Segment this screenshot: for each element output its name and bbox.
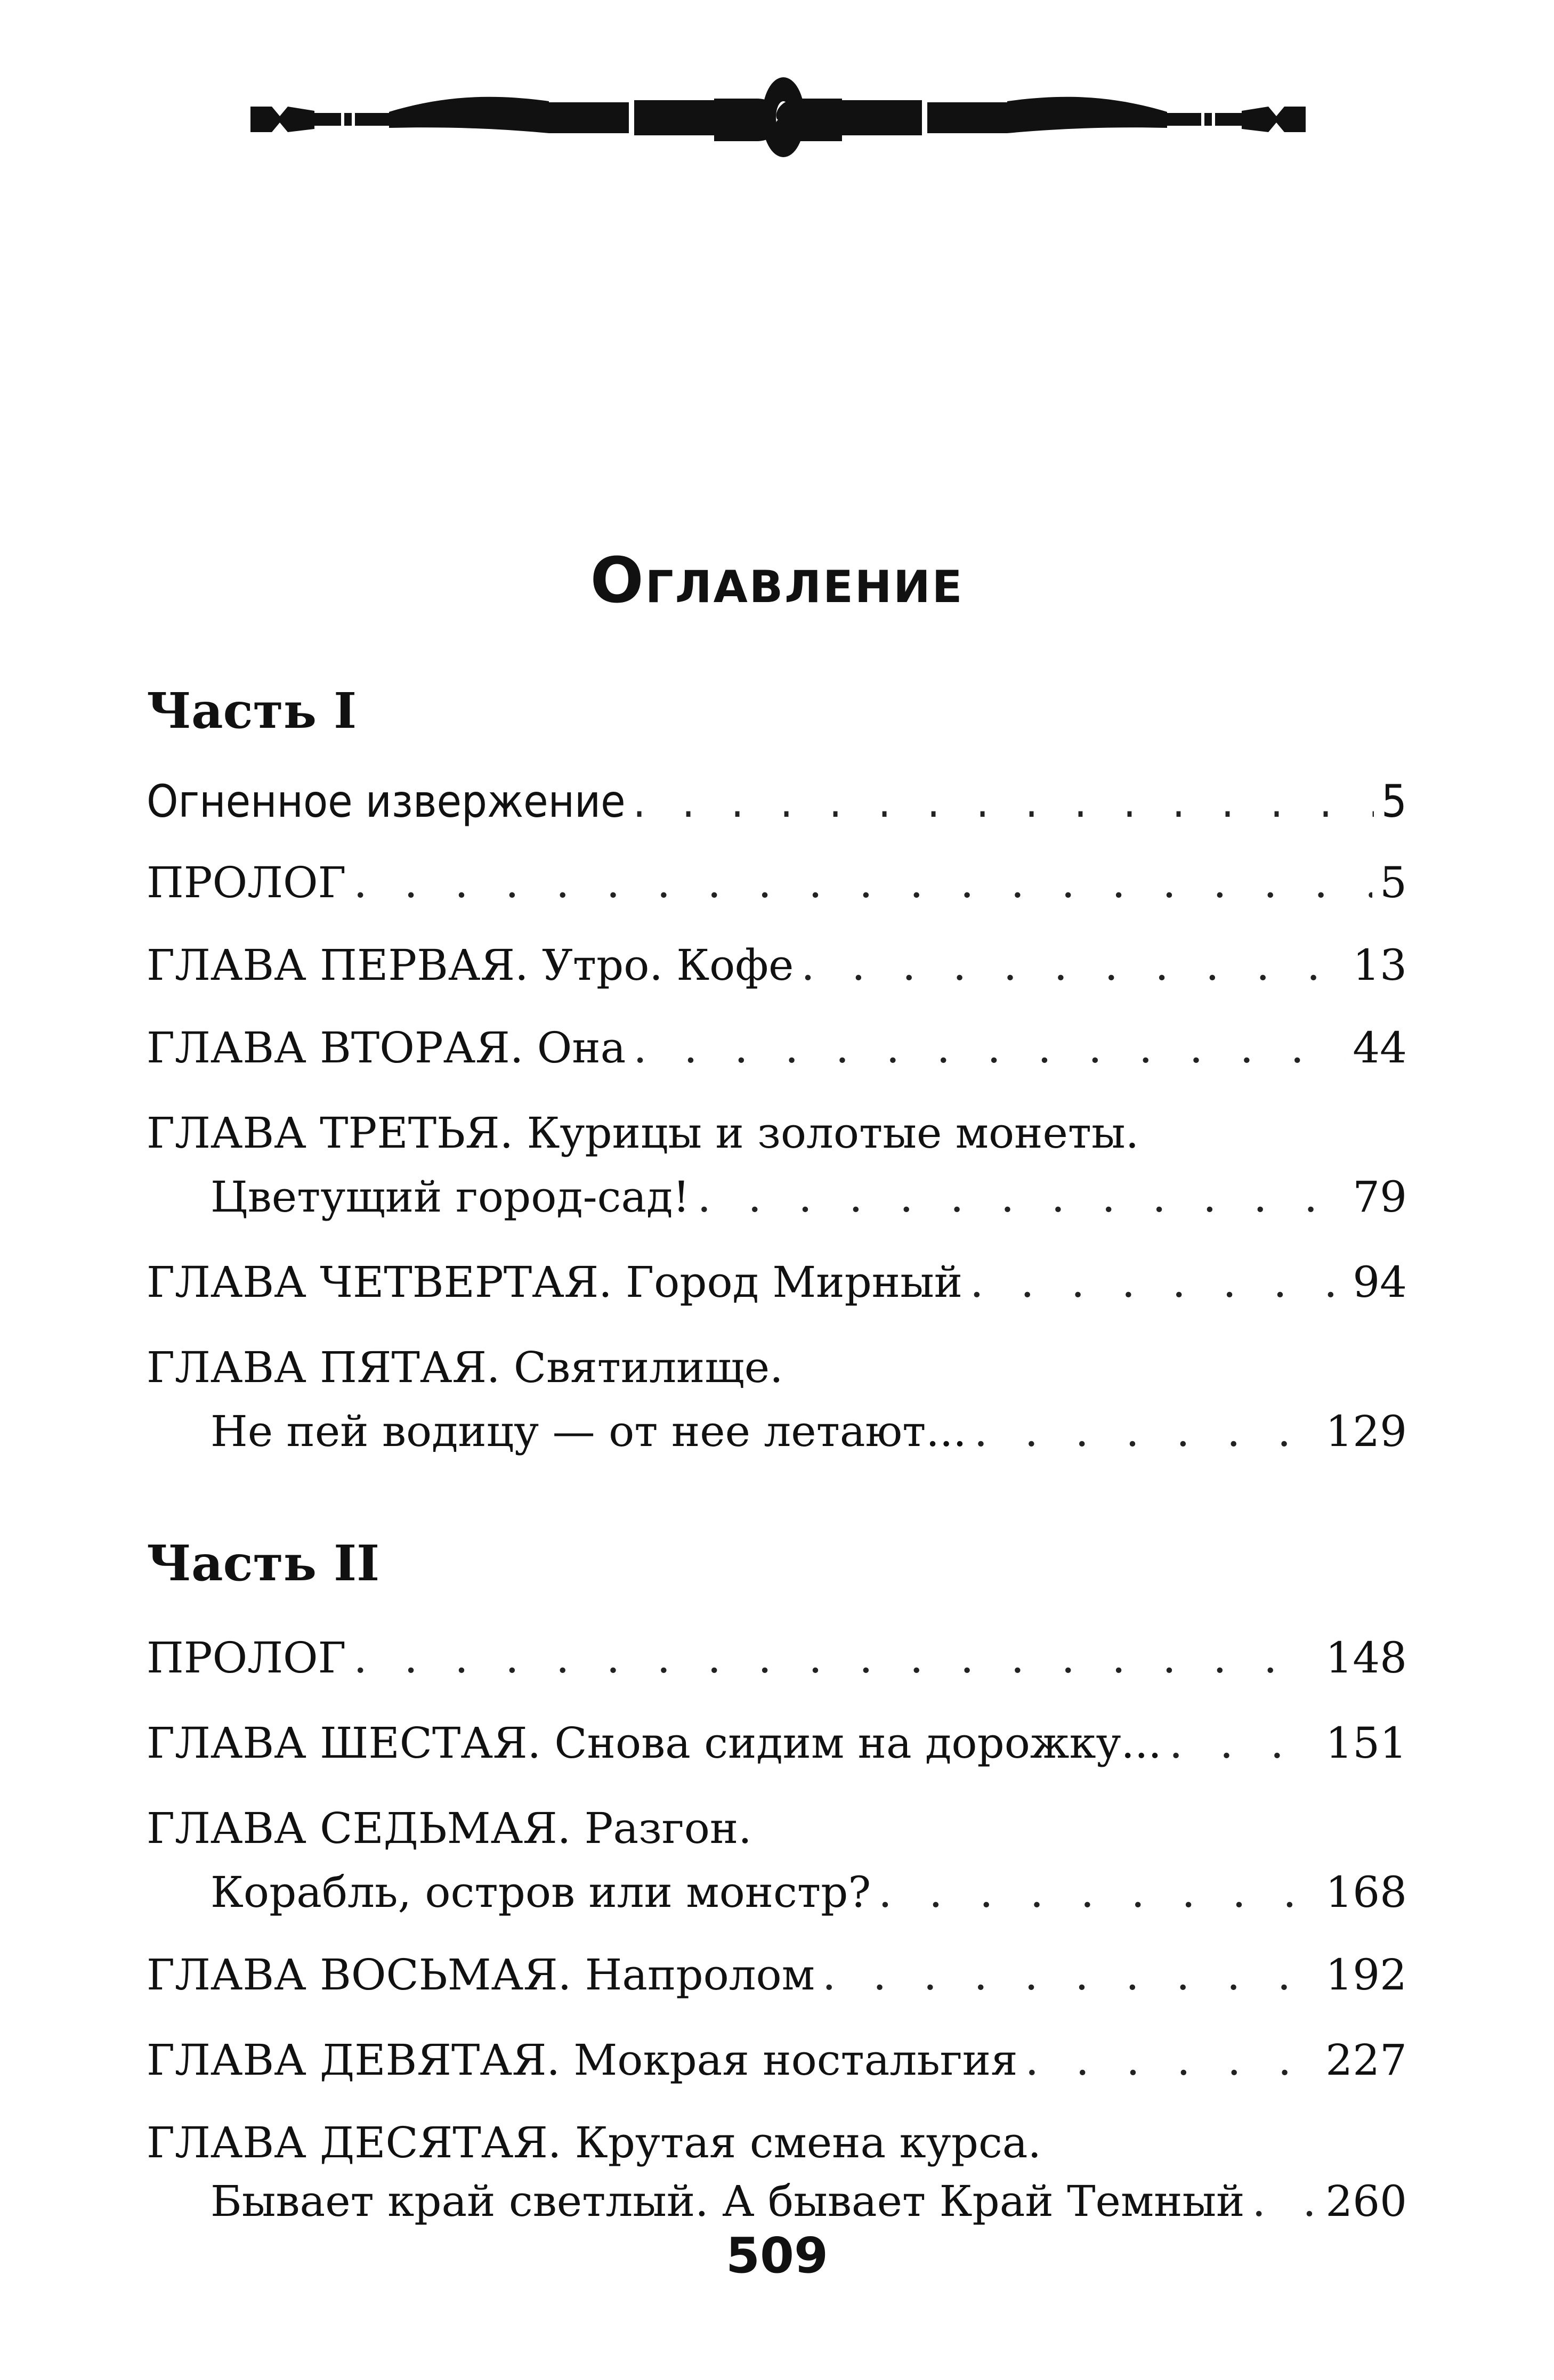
toc-entry-title: ГЛАВА ШЕСТАЯ. Снова сидим на дорожку...	[147, 1718, 1162, 1768]
toc-entry[interactable]	[147, 1023, 1407, 1082]
toc-entry[interactable]	[211, 1172, 1407, 1231]
toc-entry-title-continued: Не пей водицу — от нее летают...	[211, 1407, 967, 1456]
toc-entry[interactable]	[147, 858, 1407, 916]
toc-entry-title: ГЛАВА ВТОРАЯ. Она	[147, 1023, 626, 1073]
dot-leader	[878, 1867, 1318, 1917]
toc-entry-title: Огненное извержение	[147, 775, 626, 827]
toc-entry-first-line[interactable]	[147, 2118, 1407, 2176]
part-heading: Часть II	[147, 1534, 380, 1592]
dot-leader	[354, 858, 1373, 907]
dot-leader	[974, 1407, 1318, 1456]
toc-entry-page: 94	[1353, 1257, 1407, 1307]
toc-entry[interactable]	[211, 1867, 1407, 1926]
dot-leader	[1169, 1718, 1318, 1768]
toc-entry-first-line[interactable]	[147, 1108, 1407, 1167]
toc-entry-first-line[interactable]	[147, 1804, 1407, 1862]
toc-entry-first-line[interactable]	[147, 1343, 1407, 1401]
dot-leader	[1025, 2035, 1318, 2085]
toc-entry-page: 151	[1325, 1718, 1407, 1768]
dot-leader	[970, 1257, 1345, 1307]
toc-entry-title: ГЛАВА ПЯТАЯ. Святилище.	[147, 1343, 783, 1392]
toc-entry[interactable]	[147, 940, 1407, 999]
toc-entry-title: ГЛАВА ВОСЬМАЯ. Напролом	[147, 1950, 815, 2000]
toc-entry-page: 260	[1325, 2176, 1407, 2226]
toc-entry[interactable]	[147, 1633, 1407, 1692]
toc-entry[interactable]	[147, 775, 1407, 834]
toc-entry-title: ПРОЛОГ	[147, 858, 346, 907]
dot-leader	[698, 1172, 1346, 1222]
toc-entry-page: 5	[1381, 775, 1407, 827]
ornament-divider	[250, 69, 1306, 165]
toc-entry-title: ГЛАВА ПЕРВАЯ. Утро. Кофе	[147, 940, 794, 990]
page-number: 509	[725, 2227, 829, 2284]
toc-entry[interactable]	[211, 2176, 1407, 2235]
dot-leader	[822, 1950, 1318, 2000]
toc-entry-page: 148	[1325, 1633, 1407, 1683]
toc-entry-page: 5	[1380, 858, 1407, 907]
toc-entry-title: ГЛАВА ТРЕТЬЯ. Курицы и золотые монеты.	[147, 1108, 1139, 1158]
toc-entry-page: 192	[1325, 1950, 1407, 2000]
toc-entry-title: ГЛАВА ДЕСЯТАЯ. Крутая смена курса.	[147, 2118, 1041, 2167]
dot-leader	[633, 775, 1374, 827]
toc-title: Оглавление	[590, 543, 964, 617]
toc-entry[interactable]	[147, 2035, 1407, 2094]
toc-entry-title: ПРОЛОГ	[147, 1633, 346, 1683]
toc-entry-title: ГЛАВА СЕДЬМАЯ. Разгон.	[147, 1804, 752, 1853]
toc-entry-page: 227	[1325, 2035, 1407, 2085]
part-heading: Часть I	[147, 682, 357, 740]
toc-entry-title: ГЛАВА ЧЕТВЕРТАЯ. Город Мирный	[147, 1257, 963, 1307]
dot-leader	[354, 1633, 1318, 1683]
toc-entry[interactable]	[211, 1407, 1407, 1465]
dot-leader	[633, 1023, 1345, 1073]
toc-entry-page: 168	[1325, 1867, 1407, 1917]
toc-entry[interactable]	[147, 1257, 1407, 1316]
toc-entry-title-continued: Цветущий город-сад!	[211, 1172, 690, 1222]
toc-entry-title: ГЛАВА ДЕВЯТАЯ. Мокрая ностальгия	[147, 2035, 1018, 2085]
toc-entry[interactable]	[147, 1950, 1407, 2009]
toc-entry-title-continued: Бывает край светлый. А бывает Край Темный	[211, 2176, 1245, 2226]
toc-entry[interactable]	[147, 1718, 1407, 1777]
toc-entry-page: 13	[1353, 940, 1407, 990]
dot-leader	[801, 940, 1345, 990]
toc-entry-page: 79	[1353, 1172, 1407, 1222]
dot-leader	[1252, 2176, 1318, 2226]
toc-entry-page: 129	[1325, 1407, 1407, 1456]
toc-entry-title-continued: Корабль, остров или монстр?	[211, 1867, 871, 1917]
toc-entry-page: 44	[1353, 1023, 1407, 1073]
